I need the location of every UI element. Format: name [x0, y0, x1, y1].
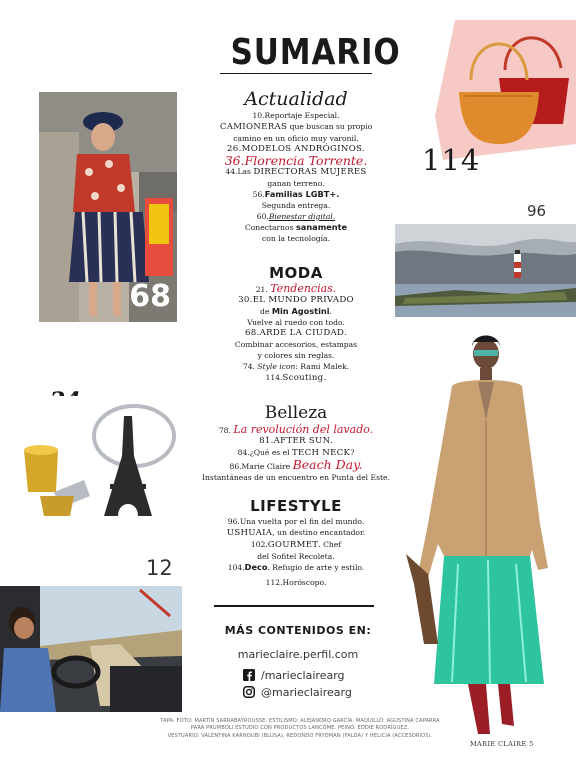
- toc-item: de Min Agostini.: [260, 306, 332, 316]
- instagram-icon: [243, 686, 255, 698]
- title-rule: [220, 73, 372, 74]
- toc-section-actualidad: [198, 88, 394, 244]
- toc-item[interactable]: CAMIONERAS que buscan su propio: [219, 122, 373, 132]
- credit-line: TAPA: FOTO: MARTÍN SARRABAYROUSSE. ESTILISMO: ALEJANDRO GARCÍA. MAQUILLÓ: AGUSTINA CAPARRA: [160, 718, 440, 724]
- toc-item[interactable]: 84.¿Qué es el TECH NECK?: [237, 448, 355, 458]
- toc-item[interactable]: 102.GOURMET. Chef: [250, 540, 342, 550]
- toc-item: Vuelve al ruedo con todo.: [247, 318, 345, 327]
- separator-rule: [214, 605, 374, 607]
- toc-item[interactable]: 68.ARDE LA CIUDAD.: [245, 328, 347, 338]
- toc-item[interactable]: 60.Bienestar digital.: [256, 212, 336, 221]
- toc-item[interactable]: 44.Las DIRECTORAS MUJERES: [225, 167, 367, 177]
- page-number-68: 68: [129, 279, 171, 314]
- more-content-title: MÁS CONTENIDOS EN:: [224, 624, 372, 637]
- instagram-link[interactable]: [243, 684, 352, 700]
- toc-item: Instantáneas de un encuentro en Punta del Este.: [202, 473, 390, 482]
- section-title-belleza: Belleza: [264, 403, 328, 423]
- toc-section-moda: [198, 263, 394, 384]
- keychain-photo: [14, 396, 184, 534]
- toc-item[interactable]: 36.Florencia Torrente.: [224, 153, 368, 168]
- credit-line: VESTUARIO: VALENTINA KARNOUBI (BLUSA), REDONDO FRYDMAN (FALDA) Y HELICIA (ACCESORIOS).: [167, 732, 433, 739]
- toc-item[interactable]: 26.MODELOS ANDRÓGINOS.: [227, 144, 365, 154]
- toc-item[interactable]: 74. Style icon: Rami Malek.: [242, 362, 350, 371]
- page-folio: MARIE CLAIRE 5: [470, 740, 534, 748]
- toc-item: Conectarnos sanamente: [244, 222, 348, 232]
- page-title: SUMARIO: [230, 32, 401, 73]
- website-link[interactable]: marieclaire.perfil.com: [237, 648, 359, 661]
- photo-credits: [140, 718, 460, 740]
- toc-item: Segunda entrega.: [261, 201, 331, 210]
- section-title-actualidad: Actualidad: [244, 88, 348, 110]
- toc-item: con la tecnología.: [262, 234, 330, 243]
- section-title-lifestyle: LIFESTYLE: [250, 497, 342, 515]
- page-number-96: 96: [527, 202, 547, 220]
- toc-item[interactable]: 86.Marie Claire Beach Day.: [229, 457, 363, 472]
- toc-item[interactable]: 30.EL MUNDO PRIVADO: [238, 295, 354, 305]
- toc-item[interactable]: 56.Familias LGBT+.: [252, 189, 340, 199]
- toc-item[interactable]: 104.Deco. Refugio de arte y estilo.: [227, 562, 365, 572]
- facebook-icon: [243, 669, 255, 681]
- lighthouse-illustration: [395, 224, 576, 317]
- toc-item[interactable]: 112.Horóscopo.: [265, 578, 327, 587]
- truck-photo: [0, 586, 182, 712]
- model-photo: [39, 92, 177, 322]
- toc-item[interactable]: 114.Scouting.: [265, 373, 327, 383]
- toc-item: y colores sin reglas.: [257, 351, 335, 360]
- coat-photo: [398, 324, 576, 744]
- toc-item[interactable]: 21. Tendencias.: [255, 282, 337, 295]
- toc-section-lifestyle: [198, 496, 394, 588]
- bags-illustration: [435, 20, 576, 160]
- toc-item[interactable]: 81.AFTER SUN.: [259, 436, 333, 446]
- credit-line: PARA PRUMBOLI ESTUDIO CON PRODUCTOS LANCÔME. PEINÓ: EDDIE RODRÍGUEZ.: [190, 725, 410, 732]
- toc-item: USHUAIA, un destino encantador.: [226, 528, 366, 538]
- toc-item[interactable]: 10.Reportaje Especial.: [252, 111, 340, 120]
- toc-item: camino en un oficio muy varonil.: [233, 134, 359, 143]
- toc-item: ganan terreno.: [267, 179, 325, 188]
- section-title-moda: MODA: [269, 264, 323, 282]
- toc-item: Combinar accesorios, estampas: [234, 340, 358, 349]
- toc-item[interactable]: 96.Una vuelta por el fin del mundo.: [227, 517, 365, 526]
- page-number-114: 114: [422, 143, 481, 177]
- instagram-handle: @marieclairearg: [261, 685, 352, 699]
- toc-item: del Sofitel Recoleta.: [257, 552, 335, 561]
- facebook-link[interactable]: [243, 667, 345, 683]
- lighthouse-photo: [395, 224, 576, 317]
- bags-photo: [435, 20, 576, 160]
- coat-model-illustration: [398, 324, 576, 744]
- toc-item[interactable]: 78. La revolución del lavado.: [218, 423, 374, 436]
- page-number-12: 12: [146, 556, 173, 580]
- facebook-handle: /marieclairearg: [261, 668, 345, 682]
- toc-section-belleza: [198, 402, 394, 483]
- truck-illustration: [0, 586, 182, 712]
- keychain-illustration: [14, 396, 184, 534]
